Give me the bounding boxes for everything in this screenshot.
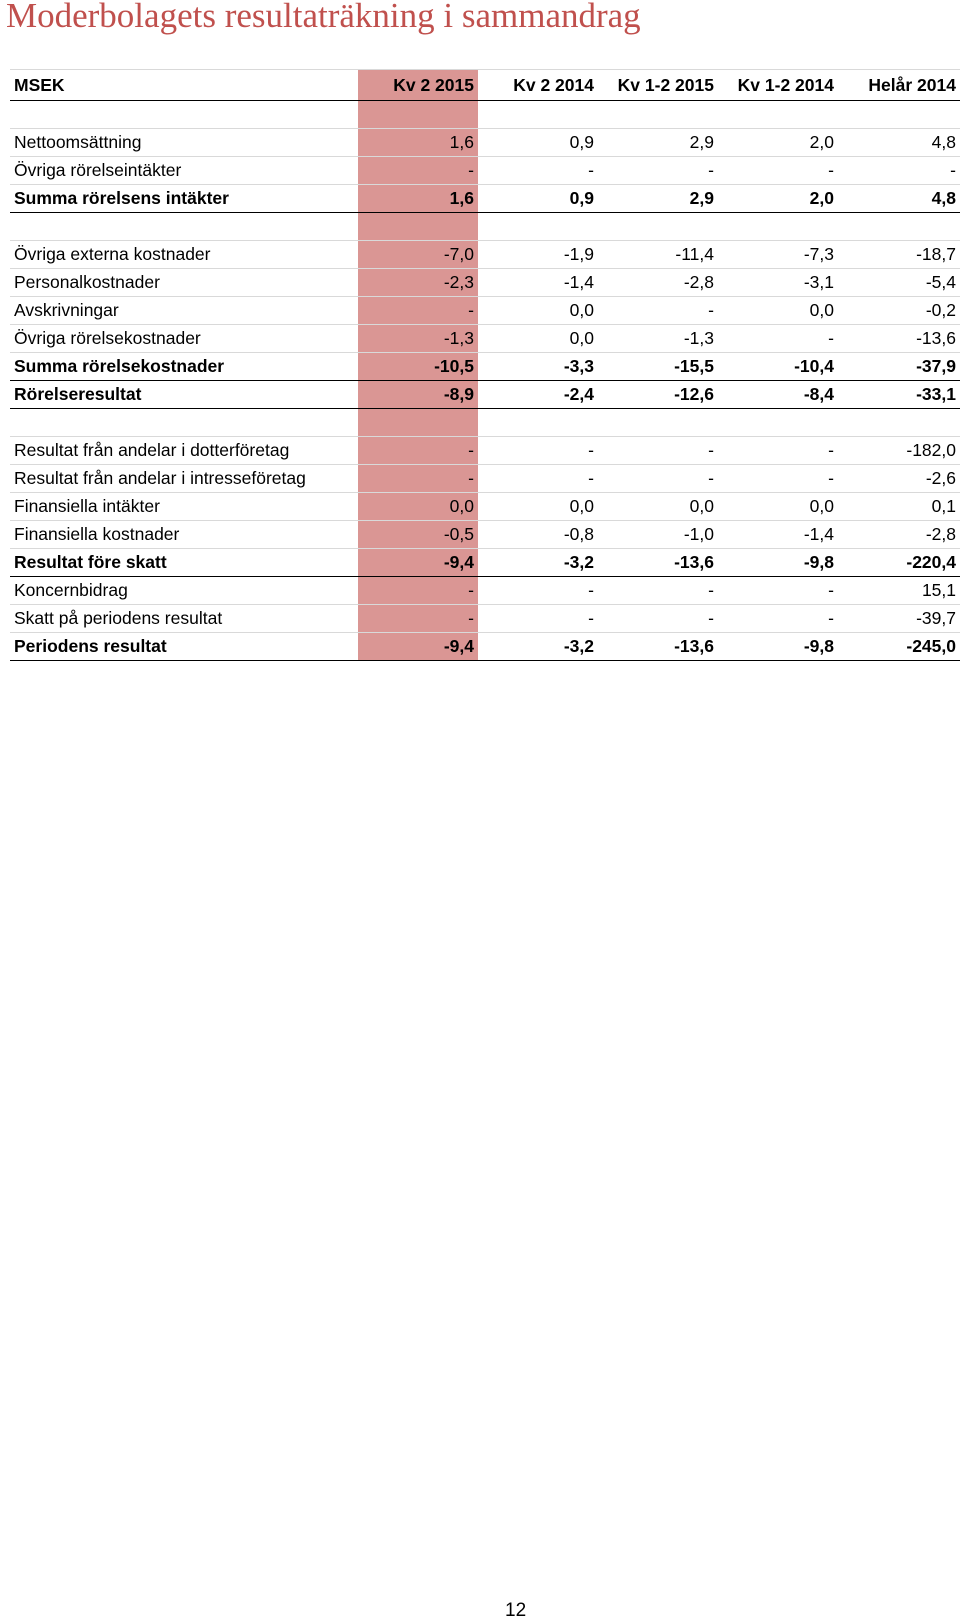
table-cell: -3,3 xyxy=(478,353,598,381)
column-header: Helår 2014 xyxy=(838,70,960,101)
table-row-total xyxy=(10,353,960,381)
table-cell: - xyxy=(598,465,718,493)
table-row xyxy=(10,577,960,605)
row-label: Personalkostnader xyxy=(10,269,358,297)
page-number: 12 xyxy=(505,1600,527,1621)
table-cell: - xyxy=(478,605,598,633)
table-header-row xyxy=(10,70,960,101)
page-title: Moderbolagets resultaträkning i sammandrag xyxy=(6,0,641,35)
table-row xyxy=(10,325,960,353)
table-cell: - xyxy=(718,325,838,353)
table-cell: - xyxy=(598,437,718,465)
table-cell: -15,5 xyxy=(598,353,718,381)
table-cell: -2,8 xyxy=(838,521,960,549)
table-cell: -10,5 xyxy=(358,353,478,381)
table-cell: 0,0 xyxy=(478,493,598,521)
table-row xyxy=(10,437,960,465)
table-row xyxy=(10,129,960,157)
table-cell: 15,1 xyxy=(838,577,960,605)
table-cell: - xyxy=(598,297,718,325)
row-label: Övriga rörelsekostnader xyxy=(10,325,358,353)
row-label: Summa rörelsekostnader xyxy=(10,353,358,381)
spacer-row xyxy=(10,409,960,437)
table-cell: 0,1 xyxy=(838,493,960,521)
row-label: Finansiella kostnader xyxy=(10,521,358,549)
table-cell: -2,4 xyxy=(478,381,598,409)
table-row-total xyxy=(10,381,960,409)
table-cell: -10,4 xyxy=(718,353,838,381)
table-cell: - xyxy=(718,605,838,633)
table-row-total xyxy=(10,185,960,213)
table-cell: - xyxy=(598,605,718,633)
table-cell: -2,6 xyxy=(838,465,960,493)
table-cell: -11,4 xyxy=(598,241,718,269)
row-label: Finansiella intäkter xyxy=(10,493,358,521)
table-cell: 0,0 xyxy=(478,297,598,325)
table-cell: 2,9 xyxy=(598,129,718,157)
table-cell: -37,9 xyxy=(838,353,960,381)
table-cell: 0,0 xyxy=(598,493,718,521)
table-cell: - xyxy=(718,437,838,465)
table-cell: - xyxy=(358,297,478,325)
row-label: Avskrivningar xyxy=(10,297,358,325)
table-cell: - xyxy=(718,577,838,605)
row-label: Övriga rörelseintäkter xyxy=(10,157,358,185)
table-cell: 0,9 xyxy=(478,129,598,157)
table-cell: - xyxy=(358,157,478,185)
column-header: MSEK xyxy=(10,70,358,101)
table-cell: - xyxy=(358,577,478,605)
table-cell: -13,6 xyxy=(598,549,718,577)
row-label: Koncernbidrag xyxy=(10,577,358,605)
table-cell: - xyxy=(358,437,478,465)
table-cell: 2,9 xyxy=(598,185,718,213)
table-cell: -1,3 xyxy=(598,325,718,353)
table-cell: -0,2 xyxy=(838,297,960,325)
table-cell: -1,0 xyxy=(598,521,718,549)
column-header: Kv 2 2015 xyxy=(358,70,478,101)
table-cell: -3,1 xyxy=(718,269,838,297)
table-cell: 0,0 xyxy=(718,493,838,521)
table-cell: 1,6 xyxy=(358,185,478,213)
table-cell: -0,5 xyxy=(358,521,478,549)
table-row xyxy=(10,157,960,185)
spacer-row xyxy=(10,213,960,241)
table-cell: -9,8 xyxy=(718,633,838,661)
table-cell: - xyxy=(358,605,478,633)
column-header: Kv 1-2 2015 xyxy=(598,70,718,101)
row-label: Nettoomsättning xyxy=(10,129,358,157)
row-label: Skatt på periodens resultat xyxy=(10,605,358,633)
table-row xyxy=(10,521,960,549)
table-cell: - xyxy=(718,157,838,185)
table-cell: -8,4 xyxy=(718,381,838,409)
table-cell: -1,9 xyxy=(478,241,598,269)
row-label: Resultat före skatt xyxy=(10,549,358,577)
spacer-row xyxy=(10,101,960,129)
table-cell: -39,7 xyxy=(838,605,960,633)
table-row xyxy=(10,605,960,633)
table-cell: - xyxy=(478,437,598,465)
income-statement-table xyxy=(10,69,960,661)
table-cell: - xyxy=(598,577,718,605)
table-cell: - xyxy=(478,157,598,185)
row-label: Summa rörelsens intäkter xyxy=(10,185,358,213)
table-cell: -3,2 xyxy=(478,633,598,661)
table-cell: 0,9 xyxy=(478,185,598,213)
table-row xyxy=(10,269,960,297)
table-row xyxy=(10,493,960,521)
table-cell: -9,4 xyxy=(358,549,478,577)
table-cell: -182,0 xyxy=(838,437,960,465)
table-cell: - xyxy=(478,465,598,493)
table-cell: -13,6 xyxy=(598,633,718,661)
table-cell: -2,3 xyxy=(358,269,478,297)
table-cell: - xyxy=(358,465,478,493)
table-cell: -13,6 xyxy=(838,325,960,353)
row-label: Rörelseresultat xyxy=(10,381,358,409)
table-cell: -7,3 xyxy=(718,241,838,269)
table-row-total xyxy=(10,549,960,577)
table-cell: -9,4 xyxy=(358,633,478,661)
table-cell: - xyxy=(838,157,960,185)
table-cell: -7,0 xyxy=(358,241,478,269)
column-header: Kv 2 2014 xyxy=(478,70,598,101)
table-cell: 0,0 xyxy=(718,297,838,325)
table-cell: -1,4 xyxy=(718,521,838,549)
table-cell: 1,6 xyxy=(358,129,478,157)
table-cell: -3,2 xyxy=(478,549,598,577)
row-label: Övriga externa kostnader xyxy=(10,241,358,269)
table-row xyxy=(10,465,960,493)
row-label: Resultat från andelar i intresseföretag xyxy=(10,465,358,493)
table-row xyxy=(10,297,960,325)
table-cell: -2,8 xyxy=(598,269,718,297)
table-cell: 2,0 xyxy=(718,185,838,213)
table-cell: -5,4 xyxy=(838,269,960,297)
table-cell: 0,0 xyxy=(478,325,598,353)
row-label: Periodens resultat xyxy=(10,633,358,661)
table-cell: -245,0 xyxy=(838,633,960,661)
table-cell: -8,9 xyxy=(358,381,478,409)
table-cell: - xyxy=(478,577,598,605)
table-cell: -12,6 xyxy=(598,381,718,409)
table-cell: 4,8 xyxy=(838,185,960,213)
table-cell: - xyxy=(598,157,718,185)
table-cell: -1,3 xyxy=(358,325,478,353)
table-cell: -0,8 xyxy=(478,521,598,549)
table-cell: -18,7 xyxy=(838,241,960,269)
table-cell: 4,8 xyxy=(838,129,960,157)
table-cell: - xyxy=(718,465,838,493)
row-label: Resultat från andelar i dotterföretag xyxy=(10,437,358,465)
table-row xyxy=(10,241,960,269)
column-header: Kv 1-2 2014 xyxy=(718,70,838,101)
table-cell: -9,8 xyxy=(718,549,838,577)
table-cell: -220,4 xyxy=(838,549,960,577)
table-cell: -33,1 xyxy=(838,381,960,409)
table-cell: 0,0 xyxy=(358,493,478,521)
table-cell: -1,4 xyxy=(478,269,598,297)
table-row-total xyxy=(10,633,960,661)
table-cell: 2,0 xyxy=(718,129,838,157)
